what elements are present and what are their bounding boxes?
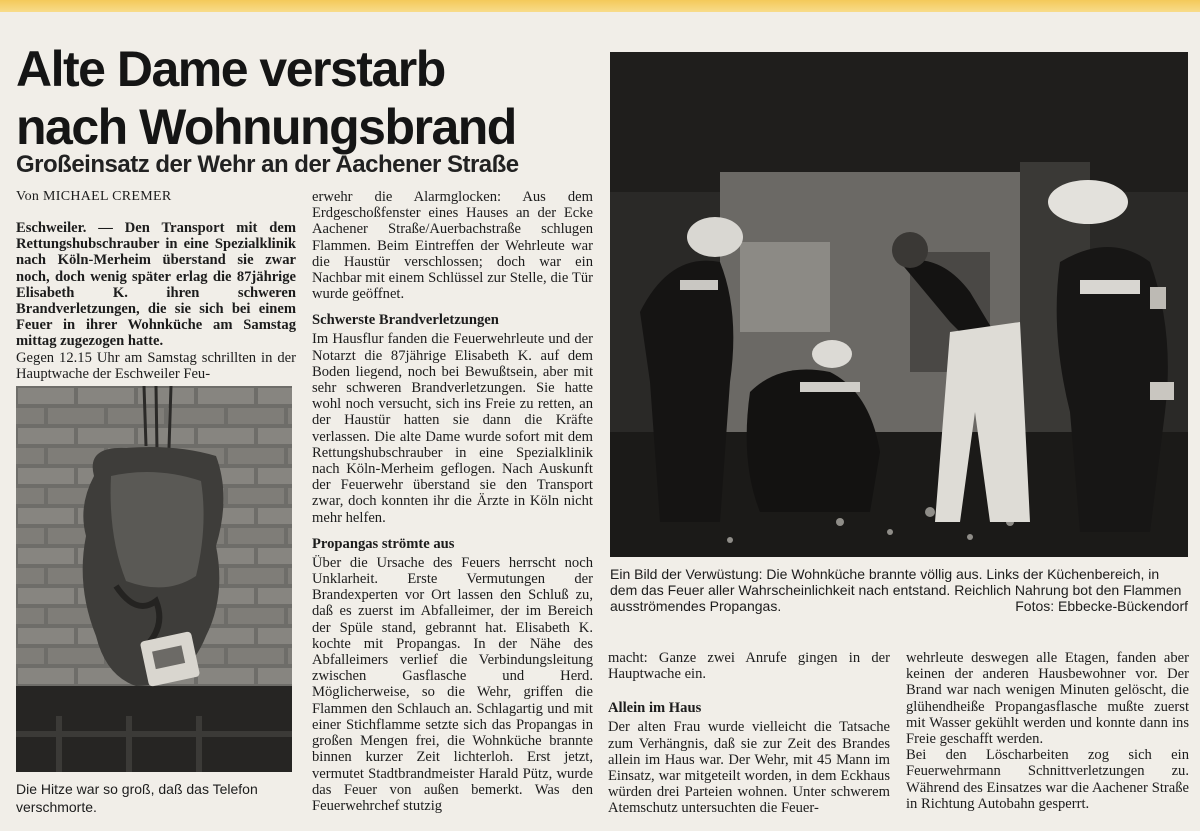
photo-credit: Fotos: Ebbecke-Bückendorf bbox=[1015, 598, 1188, 614]
column-1-text: Gegen 12.15 Uhr am Samstag schrillten in der Hauptwache der Eschweiler Feu- bbox=[16, 349, 296, 382]
caption-big-photo bbox=[610, 566, 1188, 614]
caption-big-text: Ein Bild der Verwüstung: Die Wohnküche brannte völlig aus. Links der Küchenbereich, in dem das Feuer aller Wahrscheinlichkeit nach entstand. Reichlich Nahrung bot den Flammen ausströmendes Propangas. bbox=[610, 566, 1182, 614]
column-4-text-2: Bei den Löscharbeiten zog sich ein Feuerwehrmann Schnittverletzungen zu. Während des Einsatzes war die Aachener Straße in Richtung Autobahn gesperrt. bbox=[906, 747, 1189, 812]
byline: Von MICHAEL CREMER bbox=[16, 189, 172, 204]
section-text-propangas: Über die Ursache des Feuers herrscht noch Unklarheit. Erste Vermutungen der Brandexperten vor Ort lassen den Schluß zu, daß es zuerst im Abfalleimer, der im Bereich der Spüle stand, gebrannt hat. Elisabeth K. kochte mit Propangas. In der Nähe des Abfalleimers verlief die Verbindungsleitung zwischen Gasflasche und Herd. Möglicherweise, so die Wehr, griffen die Flammen den Schlauch an. Schlagartig und mit einer Stichflamme setzte sich das Propangas in großen Mengen frei, die Wohnküche brannte binnen kurzer Zeit lichterloh. Erst jetzt, vermutet Stadtbrandmeister Harald Pütz, wurde das Feuer von außen bemerkt. Was den Feuerwehrchef stutzig bbox=[312, 554, 593, 814]
column-4-text-1: wehrleute deswegen alle Etagen, fanden aber keinen der anderen Hausbewohner vor. Der Brand war nach wenigen Minuten gelöscht, die glühendheiße Propangasflasche mußte zuerst mit Wasser gekühlt werden und konnte dann ins Freie geschafft werden. bbox=[906, 650, 1189, 748]
lead-paragraph: Eschweiler. — Den Transport mit dem Rettungshubschrauber in eine Spezialklinik nach Köln-Merheim überstand sie zwar noch, doch wenig später erlag die 87jährige Elisabeth K. ihren schweren Brandverletzungen, die sie sich bei einem Feuer in ihrer Wohnküche am Samstag mittag zugezogen hatte. bbox=[16, 220, 296, 350]
headline-line-1: Alte Dame verstarb bbox=[16, 41, 445, 97]
column-3-text: macht: Ganze zwei Anrufe gingen in der Hauptwache ein. bbox=[608, 650, 890, 683]
headline-line-2: nach Wohnungsbrand bbox=[16, 99, 516, 155]
section-heading-brandverletzungen: Schwerste Brandverletzungen bbox=[312, 312, 499, 329]
subheadline: Großeinsatz der Wehr an der Aachener Straße bbox=[16, 151, 519, 178]
photo-melted-telephone bbox=[16, 386, 292, 772]
section-heading-propangas: Propangas strömte aus bbox=[312, 535, 455, 552]
headline bbox=[16, 40, 596, 156]
column-1 bbox=[16, 220, 296, 382]
burned-kitchen-image bbox=[610, 52, 1188, 557]
column-2 bbox=[312, 189, 593, 814]
melted-telephone-image bbox=[16, 386, 292, 772]
column-2-text: erwehr die Alarmglocken: Aus dem Erdgeschoßfenster eines Hauses an der Ecke Aachener Straße/Auerbachstraße schlugen Flammen. Beim Eintreffen der Wehrleute war die Haustür verschlossen; doch war ein Nachbar mit einem Schlüssel zur Stelle, die Tür wurde geöffnet. bbox=[312, 189, 593, 303]
column-4 bbox=[906, 650, 1189, 812]
section-text-allein: Der alten Frau wurde vielleicht die Tatsache zum Verhängnis, daß sie zur Zeit des Brandes allein im Haus war. Der Wehr, mit 45 Mann im Einsatz, war mitgeteilt worden, in dem Eckhaus würden drei Parteien wohnen. Unter schwerem Atemschutz untersuchten die Feuer- bbox=[608, 719, 890, 817]
page-top-strip bbox=[0, 0, 1200, 12]
photo-burned-kitchen bbox=[610, 52, 1188, 557]
section-text-brandverletzungen: Im Hausflur fanden die Feuerwehrleute und der Notarzt die 87jährige Elisabeth K. auf dem Boden liegend, noch bei Bewußtsein, aber mit sehr schweren Brandverletzungen. Sie hatte wohl noch versucht, sich ins Freie zu retten, an der Haustür hatten sie dann die Kräfte verlassen. Die alte Dame wurde sofort mit dem Rettungshubschrauber in eine Spezialklinik nach Köln-Merheim geflogen. Nach Auskunft der Feuerwehr überstand sie den Transport zwar, doch konnten ihr die Ärzte in Köln nicht mehr helfen. bbox=[312, 331, 593, 526]
caption-small-photo: Die Hitze war so groß, daß das Telefon verschmorte. bbox=[16, 781, 258, 815]
section-heading-allein: Allein im Haus bbox=[608, 700, 702, 717]
column-3 bbox=[608, 650, 890, 817]
